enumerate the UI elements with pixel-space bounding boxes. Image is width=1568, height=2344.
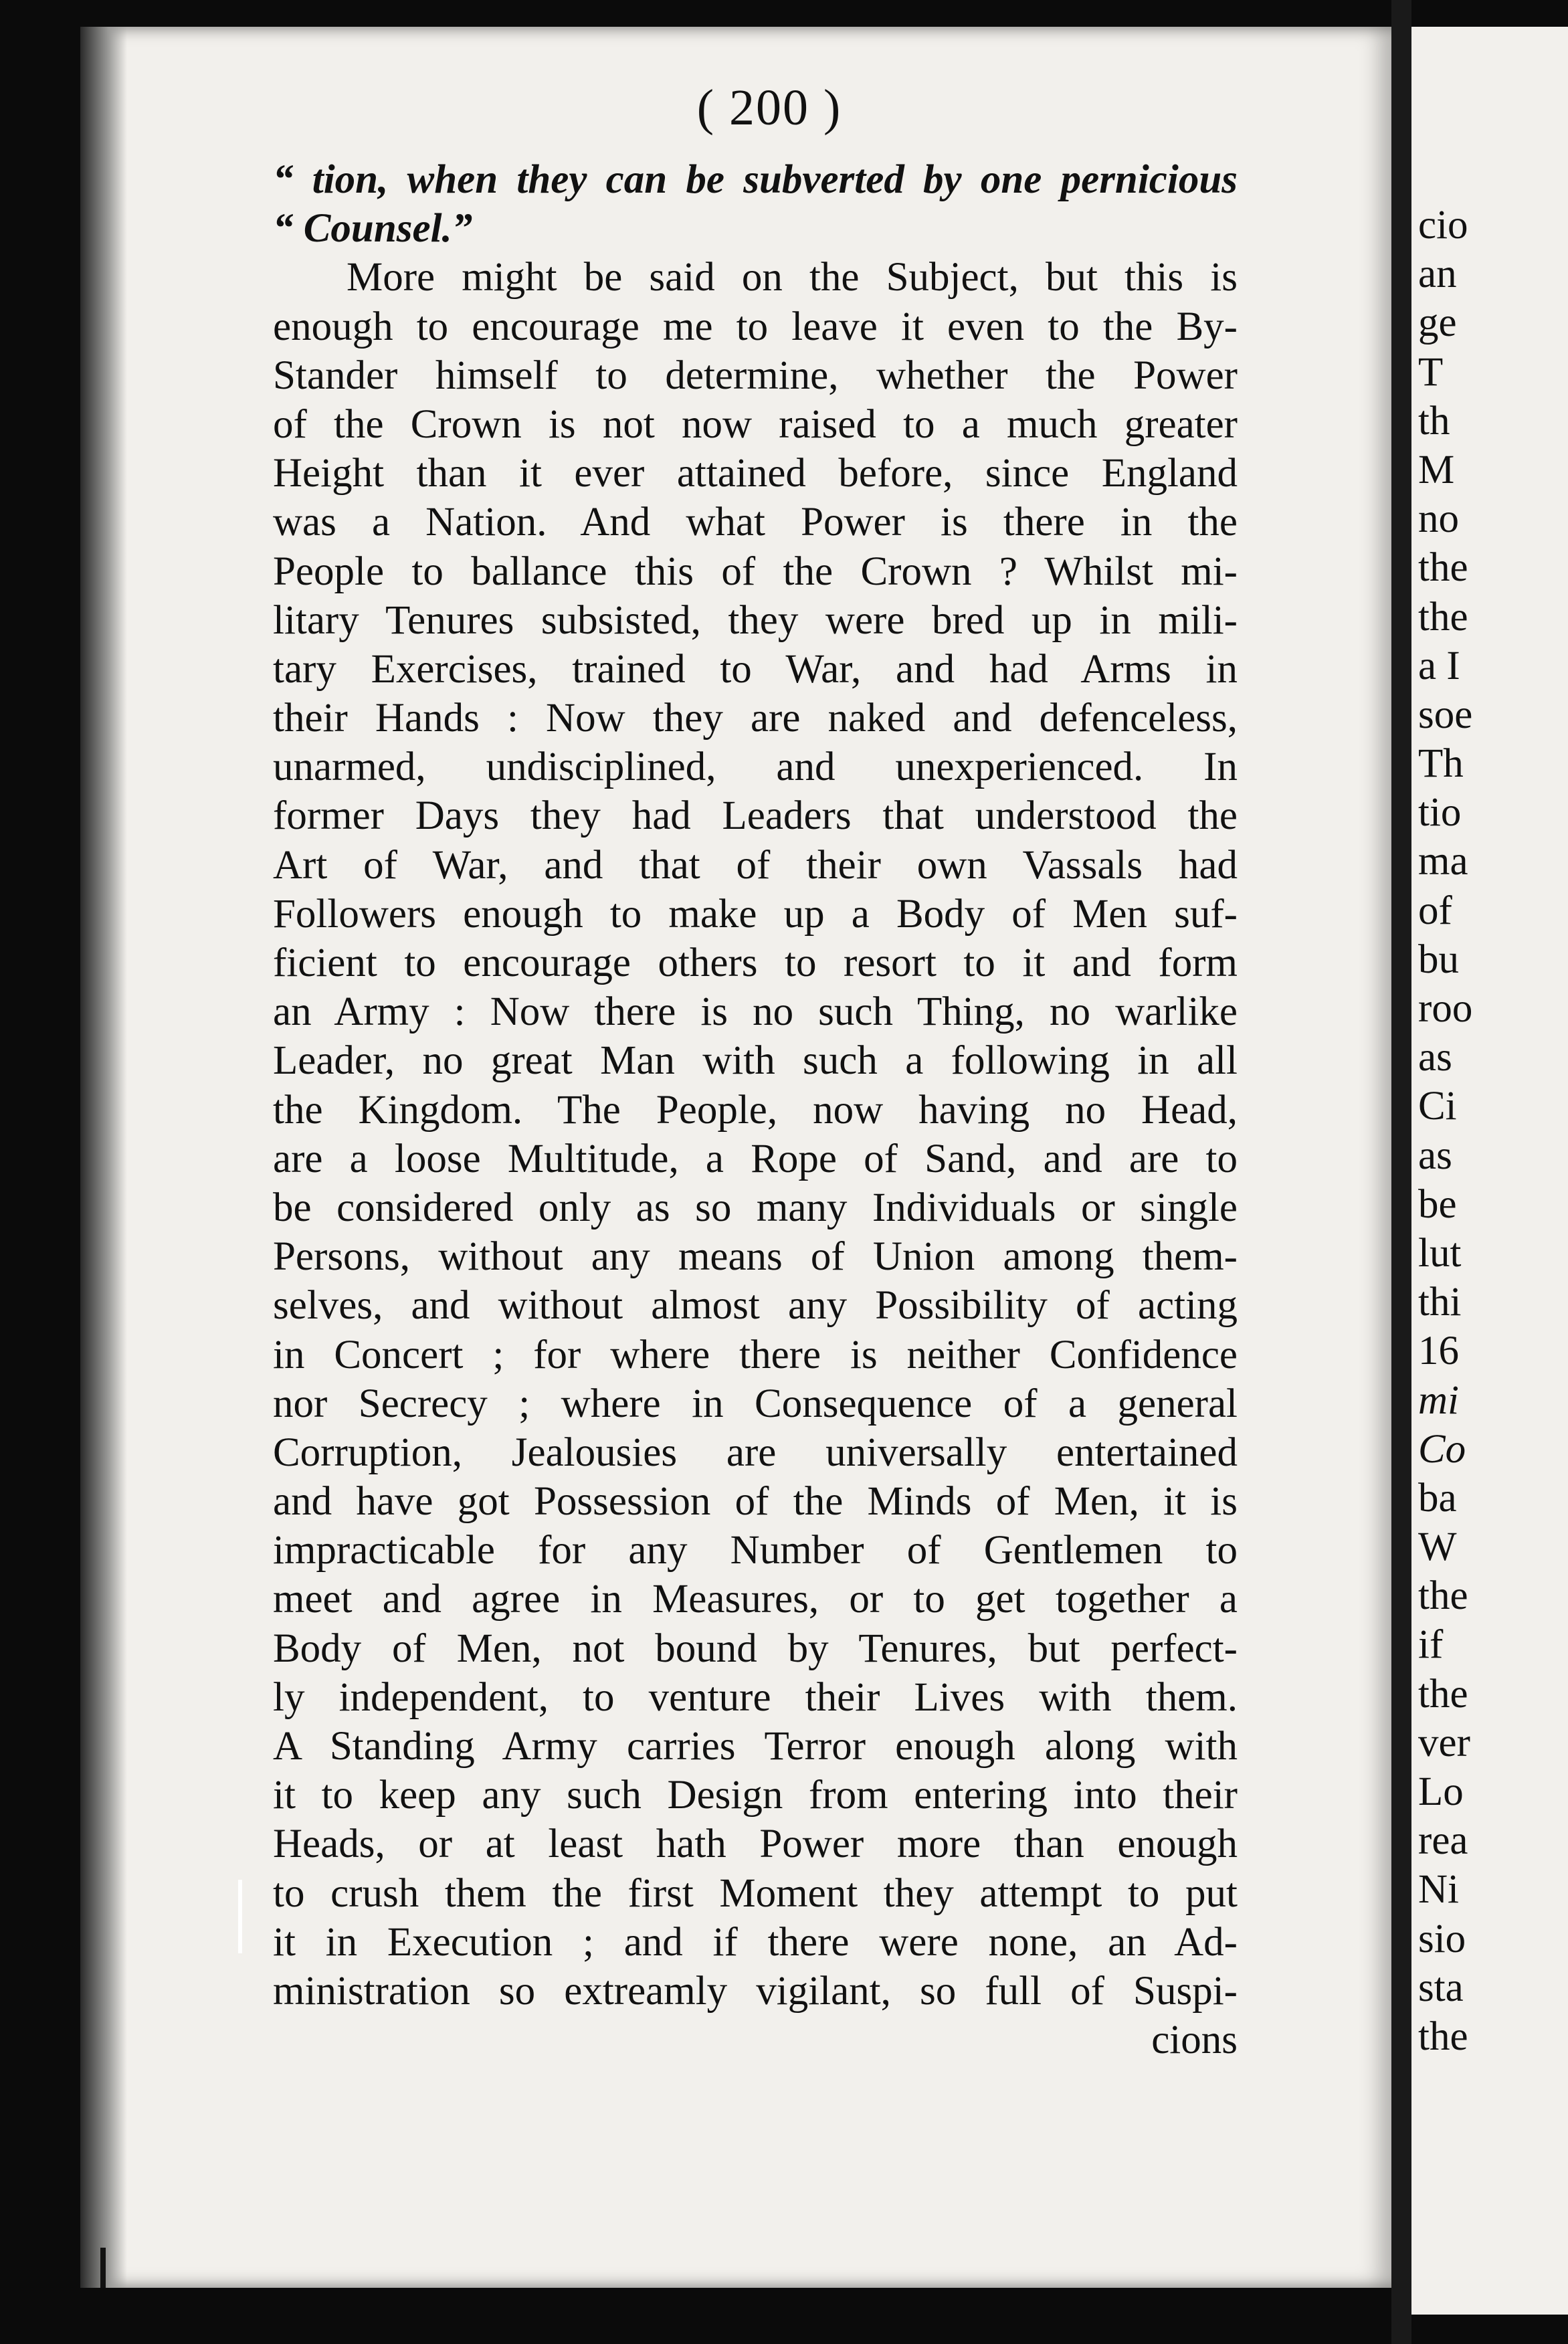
text-line: impracticable for any Number of Gentlemen to	[273, 1528, 1238, 1573]
text-line: it to keep any such Design from entering into their	[273, 1773, 1238, 1818]
page-number: ( 200 )	[696, 80, 842, 136]
facing-line: the	[1418, 1671, 1468, 1717]
text-line: are a loose Multitude, a Rope of Sand, and are to	[273, 1136, 1238, 1181]
facing-line: a I	[1418, 643, 1460, 688]
text-line: former Days they had Leaders that understood the	[273, 793, 1238, 839]
text-line: “ tion, when they can be subverted by one pernicious	[273, 157, 1238, 202]
facing-line: thi	[1418, 1280, 1462, 1325]
text-line: Persons, without any means of Union among them-	[273, 1234, 1238, 1280]
text-line: unarmed, undisciplined, and unexperienced. In	[273, 745, 1238, 790]
facing-line: sta	[1418, 1965, 1464, 2010]
text-line: of the Crown is not now raised to a much greater	[273, 401, 1238, 447]
text-line: Followers enough to make up a Body of Men suf-	[273, 891, 1238, 937]
facing-line: ver	[1418, 1720, 1470, 1765]
facing-line: the	[1418, 2014, 1468, 2059]
text-line: was a Nation. And what Power is there in the	[273, 500, 1238, 545]
facing-line: M	[1418, 447, 1455, 492]
text-line: meet and agree in Measures, or to get together a	[273, 1577, 1238, 1622]
facing-line: 16	[1418, 1329, 1459, 1374]
facing-line: be	[1418, 1181, 1457, 1227]
facing-line: roo	[1418, 986, 1473, 1031]
page-gutter	[1391, 0, 1411, 2344]
facing-line: Ni	[1418, 1867, 1459, 1913]
facing-line: Lo	[1418, 1769, 1464, 1814]
facing-line: cio	[1418, 203, 1468, 248]
facing-line: Co	[1418, 1426, 1466, 1472]
facing-line: mi	[1418, 1377, 1459, 1423]
facing-line: as	[1418, 1035, 1452, 1080]
text-line: tary Exercises, trained to War, and had Arms in	[273, 646, 1238, 692]
text-line: Heads, or at least hath Power more than enough	[273, 1822, 1238, 1867]
text-line: People to ballance this of the Crown ? Whilst mi-	[273, 549, 1238, 594]
text-line: Stander himself to determine, whether the Power	[273, 353, 1238, 398]
text-line: the Kingdom. The People, now having no Head,	[273, 1087, 1238, 1133]
facing-line: th	[1418, 398, 1450, 444]
text-line: enough to encourage me to leave it even to the By-	[273, 304, 1238, 349]
facing-line: rea	[1418, 1818, 1468, 1864]
text-line: and have got Possession of the Minds of Men, it is	[273, 1479, 1238, 1525]
text-line: ficient to encourage others to resort to it and form	[273, 941, 1238, 985]
text-line: be considered only as so many Individuals or single	[273, 1185, 1238, 1230]
catchword: cions	[1151, 2018, 1238, 2063]
text-line: ly independent, to venture their Lives with them.	[273, 1674, 1238, 1720]
facing-line: of	[1418, 888, 1452, 933]
facing-line: the	[1418, 1573, 1468, 1619]
binding-shadow	[80, 27, 127, 2288]
text-line: their Hands : Now they are naked and defenceless,	[273, 696, 1238, 741]
scan-artifact	[238, 1880, 242, 1953]
facing-line: ma	[1418, 839, 1468, 884]
text-line: litary Tenures subsisted, they were bred up in mili-	[273, 597, 1238, 643]
facing-line: lut	[1418, 1230, 1462, 1276]
facing-line: sio	[1418, 1916, 1466, 1961]
facing-line: the	[1418, 545, 1468, 591]
text-line: nor Secrecy ; where in Consequence of a general	[273, 1381, 1238, 1426]
text-line: “ Counsel.”	[273, 206, 473, 252]
facing-page-text	[1418, 201, 1568, 2061]
text-line: to crush them the first Moment they attempt to put	[273, 1870, 1238, 1916]
facing-line: Ci	[1418, 1084, 1457, 1129]
facing-line: as	[1418, 1133, 1452, 1178]
text-line: Art of War, and that of their own Vassals had	[273, 842, 1238, 888]
text-line: More might be said on the Subject, but this is	[347, 255, 1238, 300]
facing-line: if	[1418, 1622, 1444, 1668]
facing-line: Th	[1418, 741, 1464, 787]
facing-line: T	[1418, 349, 1444, 395]
text-line: Body of Men, not bound by Tenures, but perfect-	[273, 1626, 1238, 1671]
facing-line: W	[1418, 1525, 1457, 1570]
facing-line: tio	[1418, 790, 1462, 836]
facing-line: bu	[1418, 937, 1459, 982]
text-line: Leader, no great Man with such a following in all	[273, 1038, 1238, 1084]
body-text	[273, 155, 1238, 2064]
facing-line: an	[1418, 252, 1457, 297]
text-line: an Army : Now there is no such Thing, no warlike	[273, 989, 1238, 1035]
text-line: A Standing Army carries Terror enough along with	[273, 1724, 1238, 1769]
facing-line: the	[1418, 594, 1468, 640]
facing-line: no	[1418, 496, 1459, 542]
text-line: Height than it ever attained before, since England	[273, 451, 1238, 496]
facing-line: ba	[1418, 1475, 1457, 1521]
facing-line: ge	[1418, 300, 1457, 346]
text-line: ministration so extreamly vigilant, so full of Suspi-	[273, 1968, 1238, 2014]
text-line: in Concert ; for where there is neither Confidence	[273, 1332, 1238, 1377]
text-line: Corruption, Jealousies are universally entertained	[273, 1430, 1238, 1475]
scan-artifact	[100, 2248, 106, 2288]
facing-line: soe	[1418, 692, 1473, 737]
text-line: selves, and without almost any Possibility of acting	[273, 1283, 1238, 1329]
text-line: it in Execution ; and if there were none, an Ad-	[273, 1919, 1238, 1965]
